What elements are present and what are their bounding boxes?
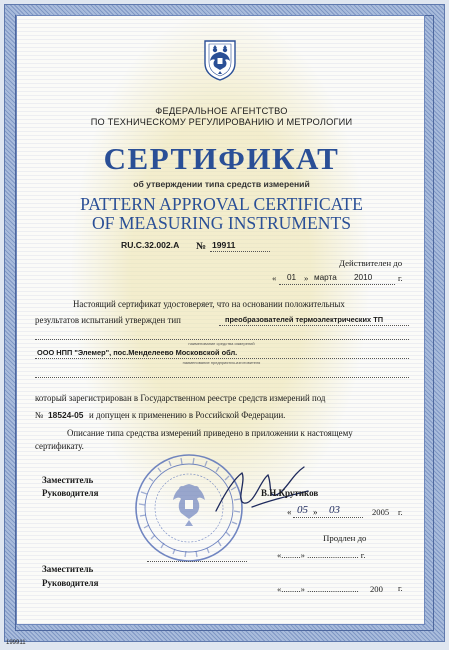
serial-number: 199911 [6, 640, 26, 646]
manufacturer-underline-2 [35, 377, 409, 378]
body-paragraph1-line1: Настоящий сертификат удостоверяет, что на основании положительных [73, 299, 345, 309]
body-paragraph3-line2: сертификату. [35, 441, 84, 451]
signatory-name: В.Н.Крутиков [261, 488, 319, 498]
signatory-role-line1: Заместитель [42, 475, 94, 485]
caption-manufacturer: наименование предприятия-изготовителя [182, 360, 261, 365]
extension-label: Продлен до [323, 533, 367, 543]
instrument-type-underline [219, 325, 409, 326]
certificate-title-en-line2: OF MEASURING INSTRUMENTS [91, 213, 352, 233]
certificate-code: RU.C.32.002.A [121, 240, 180, 250]
extension-date-line2-year: 200 [370, 584, 383, 594]
certificate-subtitle-ru: об утверждении типа средств измерений [133, 179, 310, 189]
instrument-type: преобразователей термоэлектрических ТП [225, 315, 384, 324]
signature-date-day: 05 [297, 504, 308, 516]
body-paragraph2-line1: который зарегистрирован в Государственном реестре средств измерений под [35, 393, 326, 403]
certificate-title-ru: СЕРТИФИКАТ [103, 141, 340, 176]
signature-date-quote-close: » [313, 507, 318, 517]
manufacturer-underline [35, 358, 409, 359]
extension-date-line2-suffix: г. [398, 584, 403, 593]
manufacturer-name: ООО НПП "Элемер", пос.Менделеево Московской обл. [37, 348, 238, 357]
certificate-paper [16, 15, 425, 625]
validity-day: 01 [287, 273, 297, 282]
agency-name-line2: ПО ТЕХНИЧЕСКОМУ РЕГУЛИРОВАНИЮ И МЕТРОЛОГИИ [90, 117, 353, 127]
register-number: 18524-05 [48, 410, 84, 420]
extension-signature-line [147, 561, 247, 562]
instrument-type-underline-2 [35, 339, 409, 340]
body-paragraph3-line1: Описание типа средства измерений приведено в приложении к настоящему [67, 428, 353, 438]
body-paragraph1-line2-prefix: результатов испытаний утвержден тип [35, 315, 181, 325]
extension-date-line2-prefix: «.........» ........................ [277, 584, 359, 594]
register-number-sign: № [35, 410, 44, 420]
validity-label: Действителен до [339, 258, 403, 268]
extension-role-line1: Заместитель [42, 564, 94, 574]
extension-role-line2: Руководителя [42, 578, 99, 588]
signature-date-suffix: г. [398, 508, 403, 517]
certificate-number-sign: № [196, 241, 207, 252]
signature-date-underline [293, 517, 363, 518]
signature-date-quote-open: « [287, 507, 292, 517]
validity-year: 2010 [354, 273, 373, 282]
signatory-role-line2: Руководителя [42, 488, 99, 498]
validity-year-suffix: г. [398, 274, 403, 283]
validity-month: марта [314, 273, 337, 282]
validity-quote-close: » [304, 273, 309, 283]
signature-date-year: 2005 [372, 507, 390, 517]
certificate-title-en-line1: PATTERN APPROVAL CERTIFICATE [80, 194, 363, 214]
validity-underline [279, 284, 395, 285]
extension-date-line: «.........» ........................ г. [277, 550, 366, 560]
russian-coat-of-arms-emblem-icon [203, 39, 237, 81]
certificate-number-value: 19911 [212, 240, 236, 250]
caption-instrument: наименование средства измерений [188, 341, 255, 346]
validity-quote-open: « [272, 273, 277, 283]
agency-name-line1: ФЕДЕРАЛЬНОЕ АГЕНТСТВО [155, 106, 288, 116]
signature-date-month: 03 [329, 504, 340, 516]
certificate-number-underline [210, 251, 270, 252]
body-paragraph2-line2: и допущен к применению в Российской Федерации. [89, 410, 286, 420]
